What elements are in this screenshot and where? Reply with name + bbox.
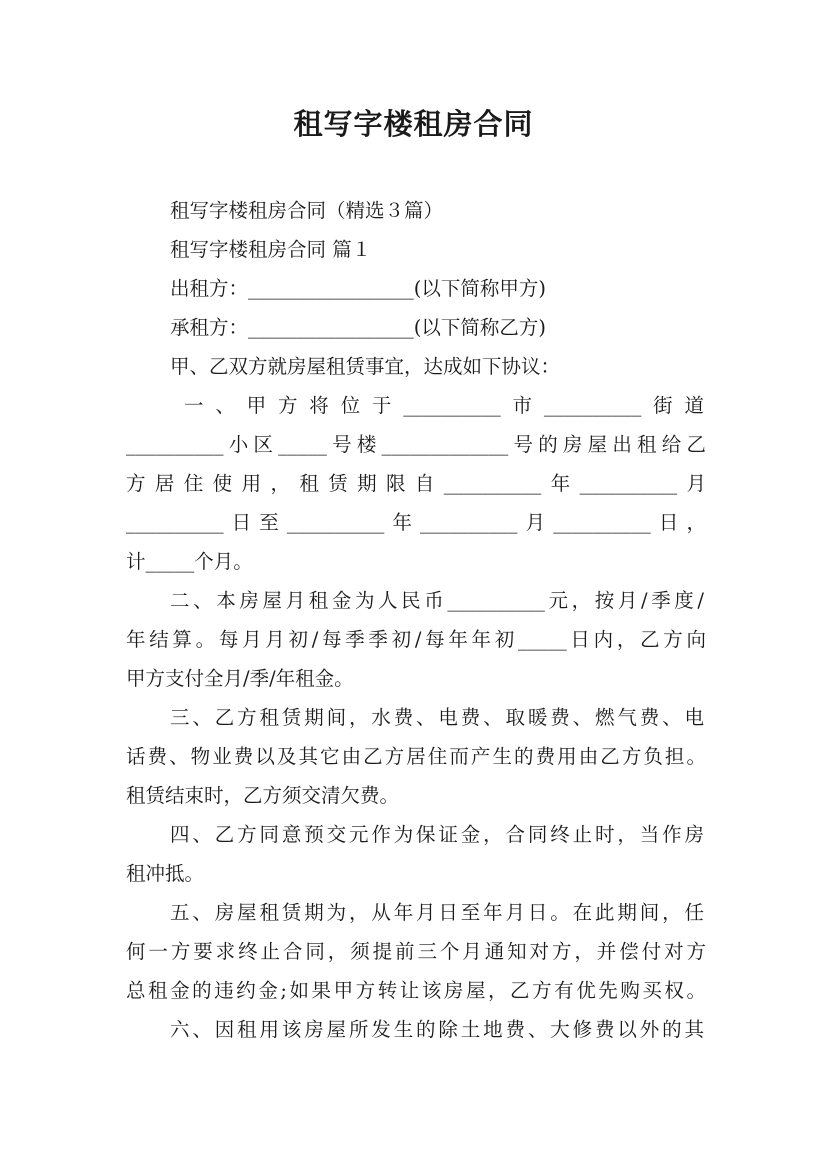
clause-1-line-2: __________小区_____号楼_____________号的房屋出租给乙	[126, 433, 706, 456]
document-title: 租写字楼租房合同	[293, 107, 534, 141]
clause-5-line-3: 总租金的违约金;如果甲方转让该房屋，乙方有优先购买权。	[126, 979, 706, 1002]
clause-1-line-1: 一、甲方将位于__________市__________街道	[184, 394, 704, 417]
clause-2-line-1: 二、本房屋月租金为人民币__________元，按月/季度/	[170, 589, 704, 612]
clause-3-line-1: 三、乙方租赁期间，水费、电费、取暖费、燃气费、电	[170, 706, 704, 729]
clause-1-line-3: 方居住使用，租赁期限自__________年__________月	[126, 472, 706, 495]
section-heading-line: 租写字楼租房合同 篇１	[170, 238, 372, 261]
clause-6-line-1: 六、因租用该房屋所发生的除土地费、大修费以外的其	[170, 1018, 704, 1041]
clause-1-line-4: __________日至__________年__________月__________日，	[126, 511, 706, 534]
clause-4-line-2: 租冲抵。	[126, 862, 205, 885]
clause-5-line-1: 五、房屋租赁期为，从年月日至年月日。在此期间，任	[170, 901, 704, 924]
clause-4-line-1: 四、乙方同意预交元作为保证金，合同终止时，当作房	[170, 823, 704, 846]
clause-5-line-2: 何一方要求终止合同，须提前三个月通知对方，并偿付对方	[126, 940, 706, 963]
clause-1-line-5: 计_____个月。	[126, 550, 253, 573]
subtitle-line: 租写字楼租房合同（精选３篇）	[170, 199, 444, 222]
clause-3-line-3: 租赁结束时，乙方须交清欠费。	[126, 784, 400, 807]
clause-2-line-2: 年结算。每月月初/每季季初/每年年初_____日内，乙方向	[126, 628, 706, 651]
lessee-line: 承租方：_________________(以下简称乙方)	[170, 316, 546, 339]
agreement-intro-line: 甲、乙双方就房屋租赁事宜，达成如下协议：	[170, 355, 561, 378]
clause-2-line-3: 甲方支付全月/季/年租金。	[126, 667, 354, 690]
clause-3-line-2: 话费、物业费以及其它由乙方居住而产生的费用由乙方负担。	[126, 745, 706, 768]
lessor-line: 出租方：_________________(以下简称甲方)	[170, 277, 546, 300]
